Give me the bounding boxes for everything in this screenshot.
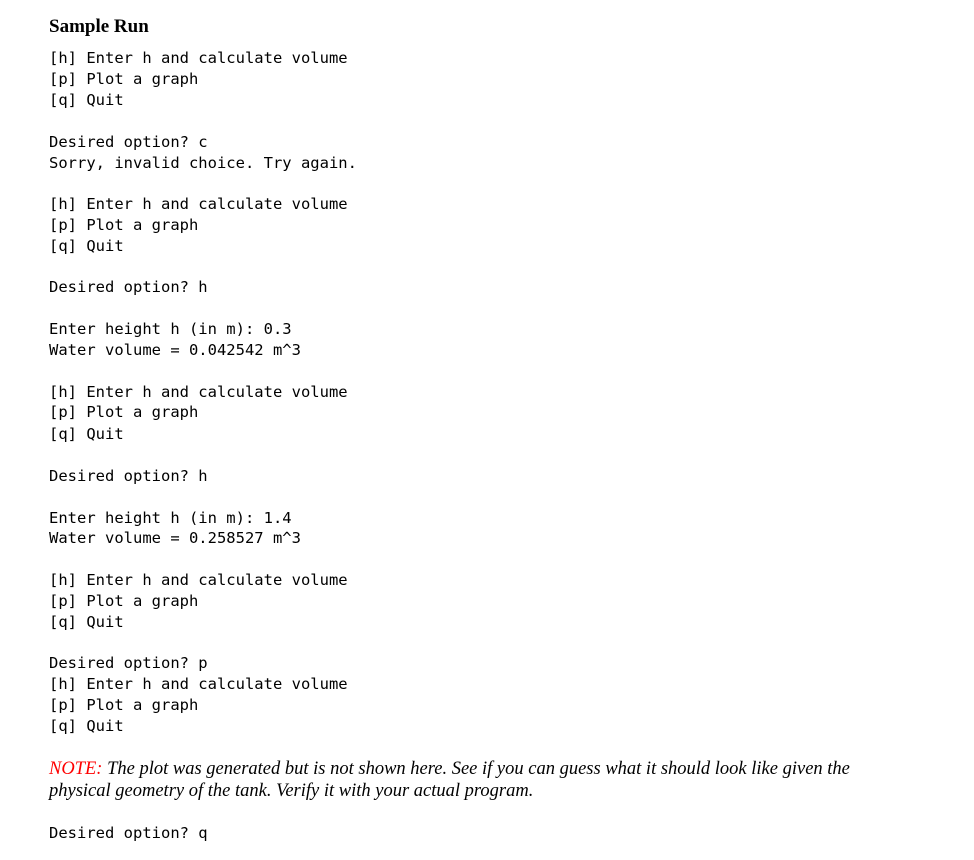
menu-line-plot: [p] Plot a graph <box>49 592 199 610</box>
volume-output-line: Water volume = 0.042542 m^3 <box>49 341 301 359</box>
menu-line-quit: [q] Quit <box>49 91 124 109</box>
menu-line-quit: [q] Quit <box>49 425 124 443</box>
prompt-line: Desired option? p <box>49 654 208 672</box>
height-input-line: Enter height h (in m): 1.4 <box>49 509 292 527</box>
height-input-line: Enter height h (in m): 0.3 <box>49 320 292 338</box>
menu-line-quit: [q] Quit <box>49 717 124 735</box>
note-text: The plot was generated but is not shown here. See if you can guess what it should look like given the physical geometry of the tank. Verify it with your actual program. <box>49 759 850 801</box>
menu-line-enter-h: [h] Enter h and calculate volume <box>49 383 348 401</box>
note-label: NOTE: <box>49 759 103 779</box>
menu-line-quit: [q] Quit <box>49 613 124 631</box>
error-line: Sorry, invalid choice. Try again. <box>49 154 357 172</box>
menu-line-plot: [p] Plot a graph <box>49 403 199 421</box>
final-prompt-line: Desired option? q <box>49 824 208 842</box>
menu-line-enter-h: [h] Enter h and calculate volume <box>49 195 348 213</box>
menu-line-enter-h: [h] Enter h and calculate volume <box>49 49 348 67</box>
prompt-line: Desired option? h <box>49 467 208 485</box>
volume-output-line: Water volume = 0.258527 m^3 <box>49 529 301 547</box>
menu-line-plot: [p] Plot a graph <box>49 70 199 88</box>
menu-line-plot: [p] Plot a graph <box>49 216 199 234</box>
menu-line-quit: [q] Quit <box>49 237 124 255</box>
note-paragraph <box>49 758 899 802</box>
menu-line-enter-h: [h] Enter h and calculate volume <box>49 675 348 693</box>
menu-line-enter-h: [h] Enter h and calculate volume <box>49 571 348 589</box>
prompt-line: Desired option? h <box>49 278 208 296</box>
menu-line-plot: [p] Plot a graph <box>49 696 199 714</box>
prompt-line: Desired option? c <box>49 133 208 151</box>
section-heading: Sample Run <box>49 16 149 37</box>
